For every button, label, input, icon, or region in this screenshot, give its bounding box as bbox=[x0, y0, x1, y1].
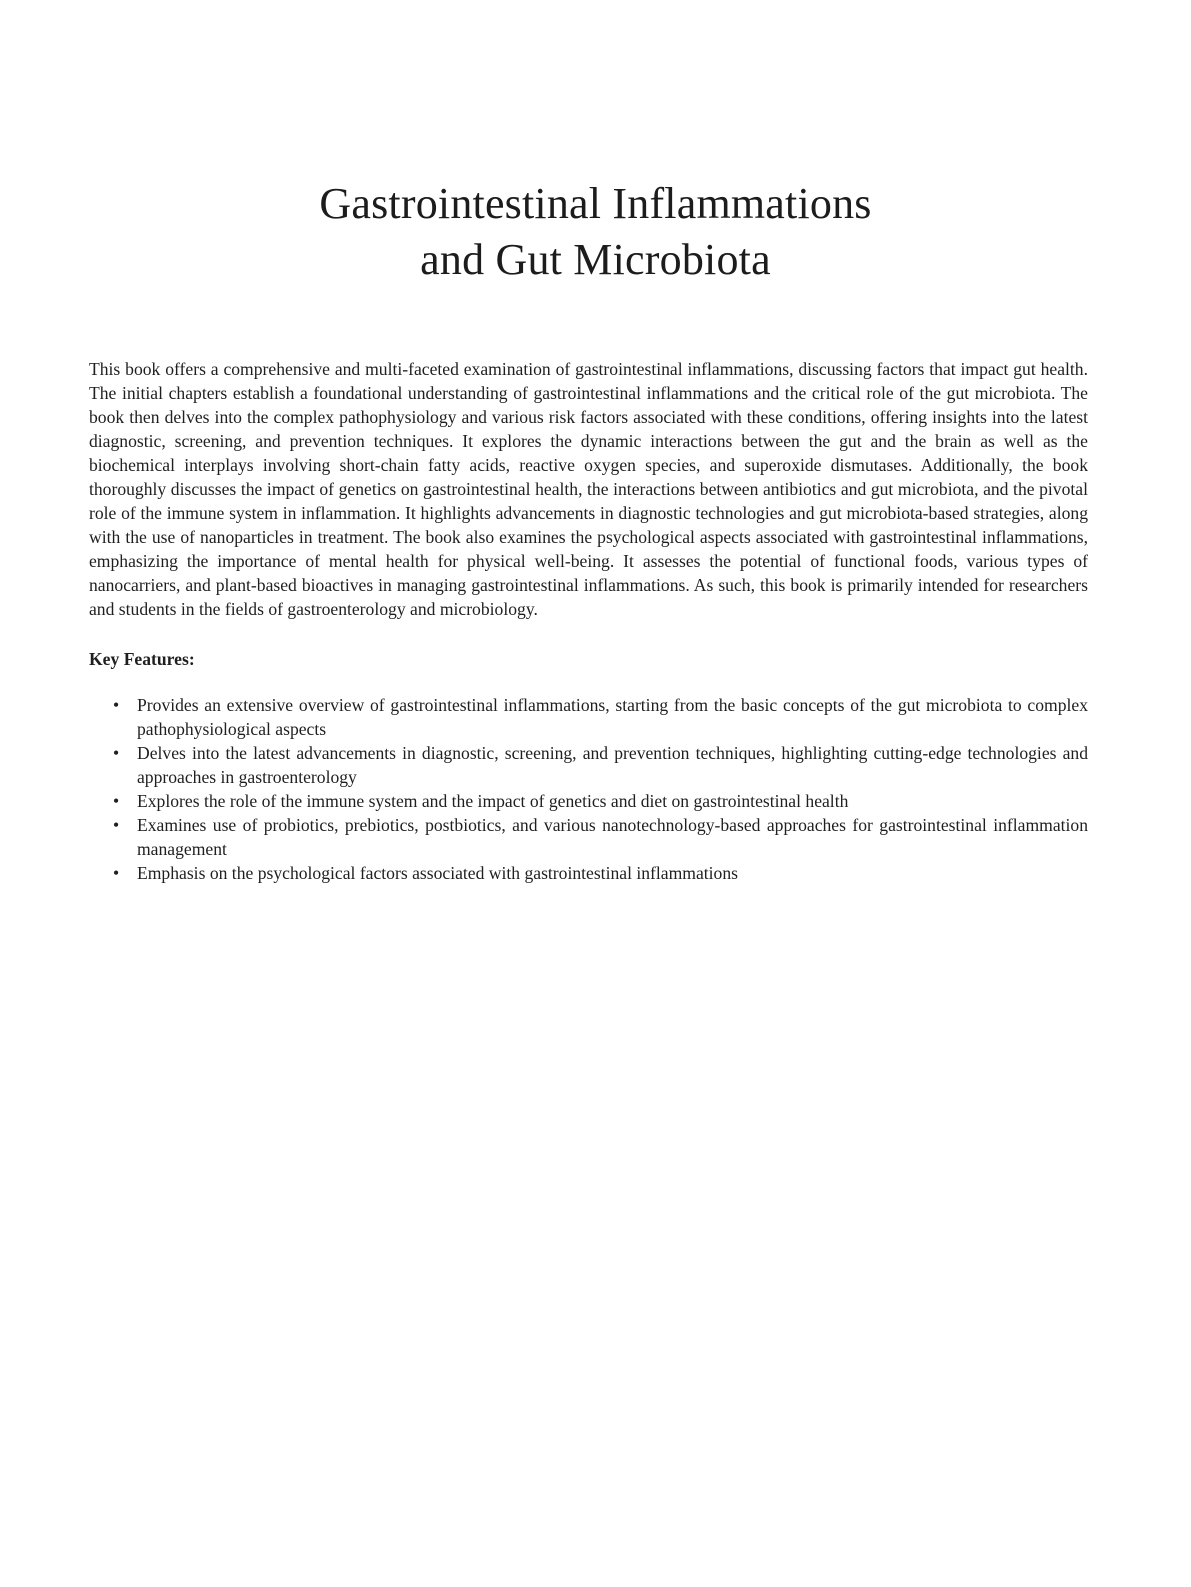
bullet-icon: • bbox=[113, 791, 120, 811]
bullet-icon: • bbox=[113, 743, 120, 763]
document-body bbox=[89, 357, 1088, 885]
book-title bbox=[0, 176, 1191, 288]
bullet-icon: • bbox=[113, 815, 120, 835]
key-feature-item bbox=[89, 693, 1088, 741]
key-feature-text: Delves into the latest advancements in diagnostic, screening, and prevention techniques, highlighting cutting-edge technologies and approaches in gastroenterology bbox=[137, 743, 1088, 787]
key-feature-text: Examines use of probiotics, prebiotics, postbiotics, and various nanotechnology-based approaches for gastrointestinal inflammation management bbox=[137, 815, 1088, 859]
key-feature-item bbox=[89, 789, 1088, 813]
book-description: This book offers a comprehensive and multi-faceted examination of gastrointestinal inflammations, discussing factors that impact gut health. The initial chapters establish a foundational understanding of gastrointestinal inflammations and the critical role of the gut microbiota. The book then delves into the complex pathophysiology and various risk factors associated with these conditions, offering insights into the latest diagnostic, screening, and prevention techniques. It explores the dynamic interactions between the gut and the brain as well as the biochemical interplays involving short-chain fatty acids, reactive oxygen species, and superoxide dismutases. Additionally, the book thoroughly discusses the impact of genetics on gastrointestinal health, the interactions between antibiotics and gut microbiota, and the pivotal role of the immune system in inflammation. It highlights advancements in diagnostic technologies and gut microbiota-based strategies, along with the use of nanoparticles in treatment. The book also examines the psychological aspects associated with gastrointestinal inflammations, emphasizing the importance of mental health for physical well-being. It assesses the potential of functional foods, various types of nanocarriers, and plant-based bioactives in managing gastrointestinal inflammations. As such, this book is primarily intended for researchers and students in the fields of gastroenterology and microbiology. bbox=[89, 359, 1088, 619]
key-feature-text: Emphasis on the psychological factors associated with gastrointestinal inflammations bbox=[137, 863, 738, 883]
key-feature-item bbox=[89, 741, 1088, 789]
key-features-list bbox=[89, 693, 1088, 885]
bullet-icon: • bbox=[113, 695, 120, 715]
book-title-line-1: Gastrointestinal Inflammations bbox=[319, 179, 872, 228]
key-feature-text: Explores the role of the immune system and the impact of genetics and diet on gastrointestinal health bbox=[137, 791, 849, 811]
key-features-heading: Key Features: bbox=[89, 649, 195, 669]
key-feature-item bbox=[89, 861, 1088, 885]
book-title-line-2: and Gut Microbiota bbox=[420, 235, 771, 284]
bullet-icon: • bbox=[113, 863, 120, 883]
key-feature-item bbox=[89, 813, 1088, 861]
key-feature-text: Provides an extensive overview of gastrointestinal inflammations, starting from the basic concepts of the gut microbiota to complex pathophysiological aspects bbox=[137, 695, 1088, 739]
